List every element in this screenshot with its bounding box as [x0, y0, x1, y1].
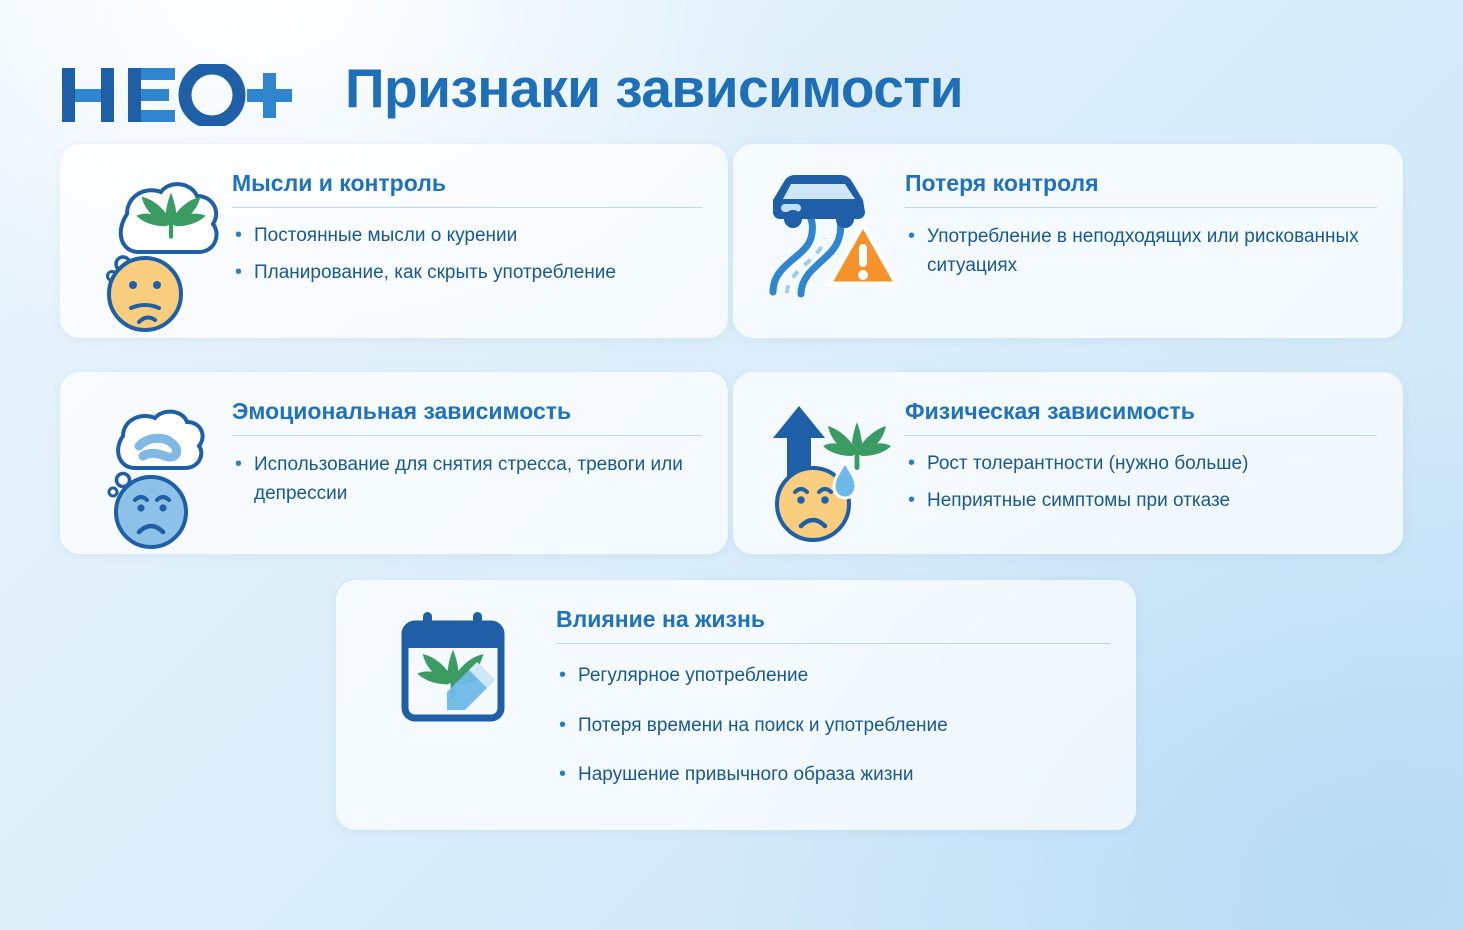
card-title: Мысли и контроль [232, 170, 702, 208]
list-item: • Планирование, как скрыть употребление [232, 259, 702, 287]
bullet-list [232, 222, 702, 286]
card-body [232, 394, 702, 509]
list-item: • Рост толерантности (нужно больше) [905, 450, 1377, 478]
bullet-list [232, 450, 702, 509]
card-body [546, 602, 1110, 811]
card-title: Влияние на жизнь [556, 606, 1110, 644]
list-item: • Употребление в неподходящих или рискованных ситуациях [905, 222, 1377, 281]
sweating-face-arrow-up-icon [755, 394, 905, 545]
thought-bubble-cannabis-icon [82, 166, 232, 337]
page-title: Признаки зависимости [345, 57, 964, 119]
card-body [232, 166, 702, 286]
list-item: • Неприятные симптомы при отказе [905, 487, 1377, 515]
card-life-impact [336, 580, 1136, 830]
bullet-list [905, 450, 1377, 514]
logo-neo-plus [62, 64, 292, 126]
bullet-list [556, 662, 1110, 789]
list-item: • Потеря времени на поиск и употребление [556, 712, 1110, 740]
list-item: • Регулярное употребление [556, 662, 1110, 690]
card-thoughts-and-control [60, 144, 728, 338]
card-body [905, 166, 1377, 281]
list-item: • Постоянные мысли о курении [232, 222, 702, 250]
sad-face-thought-cloud-icon [82, 394, 232, 550]
card-physical-dependence [733, 372, 1403, 554]
calendar-cannabis-icon [376, 602, 546, 738]
card-loss-of-control [733, 144, 1403, 338]
list-item: • Использование для снятия стресса, тревоги или депрессии [232, 450, 702, 509]
card-body [905, 394, 1377, 514]
card-title: Потеря контроля [905, 170, 1377, 208]
bullet-list [905, 222, 1377, 281]
list-item: • Нарушение привычного образа жизни [556, 761, 1110, 789]
card-title: Физическая зависимость [905, 398, 1377, 436]
car-road-warning-icon [755, 166, 905, 302]
logo-icon [62, 64, 292, 126]
card-title: Эмоциональная зависимость [232, 398, 702, 436]
header [0, 34, 1463, 130]
card-emotional-dependence [60, 372, 728, 554]
